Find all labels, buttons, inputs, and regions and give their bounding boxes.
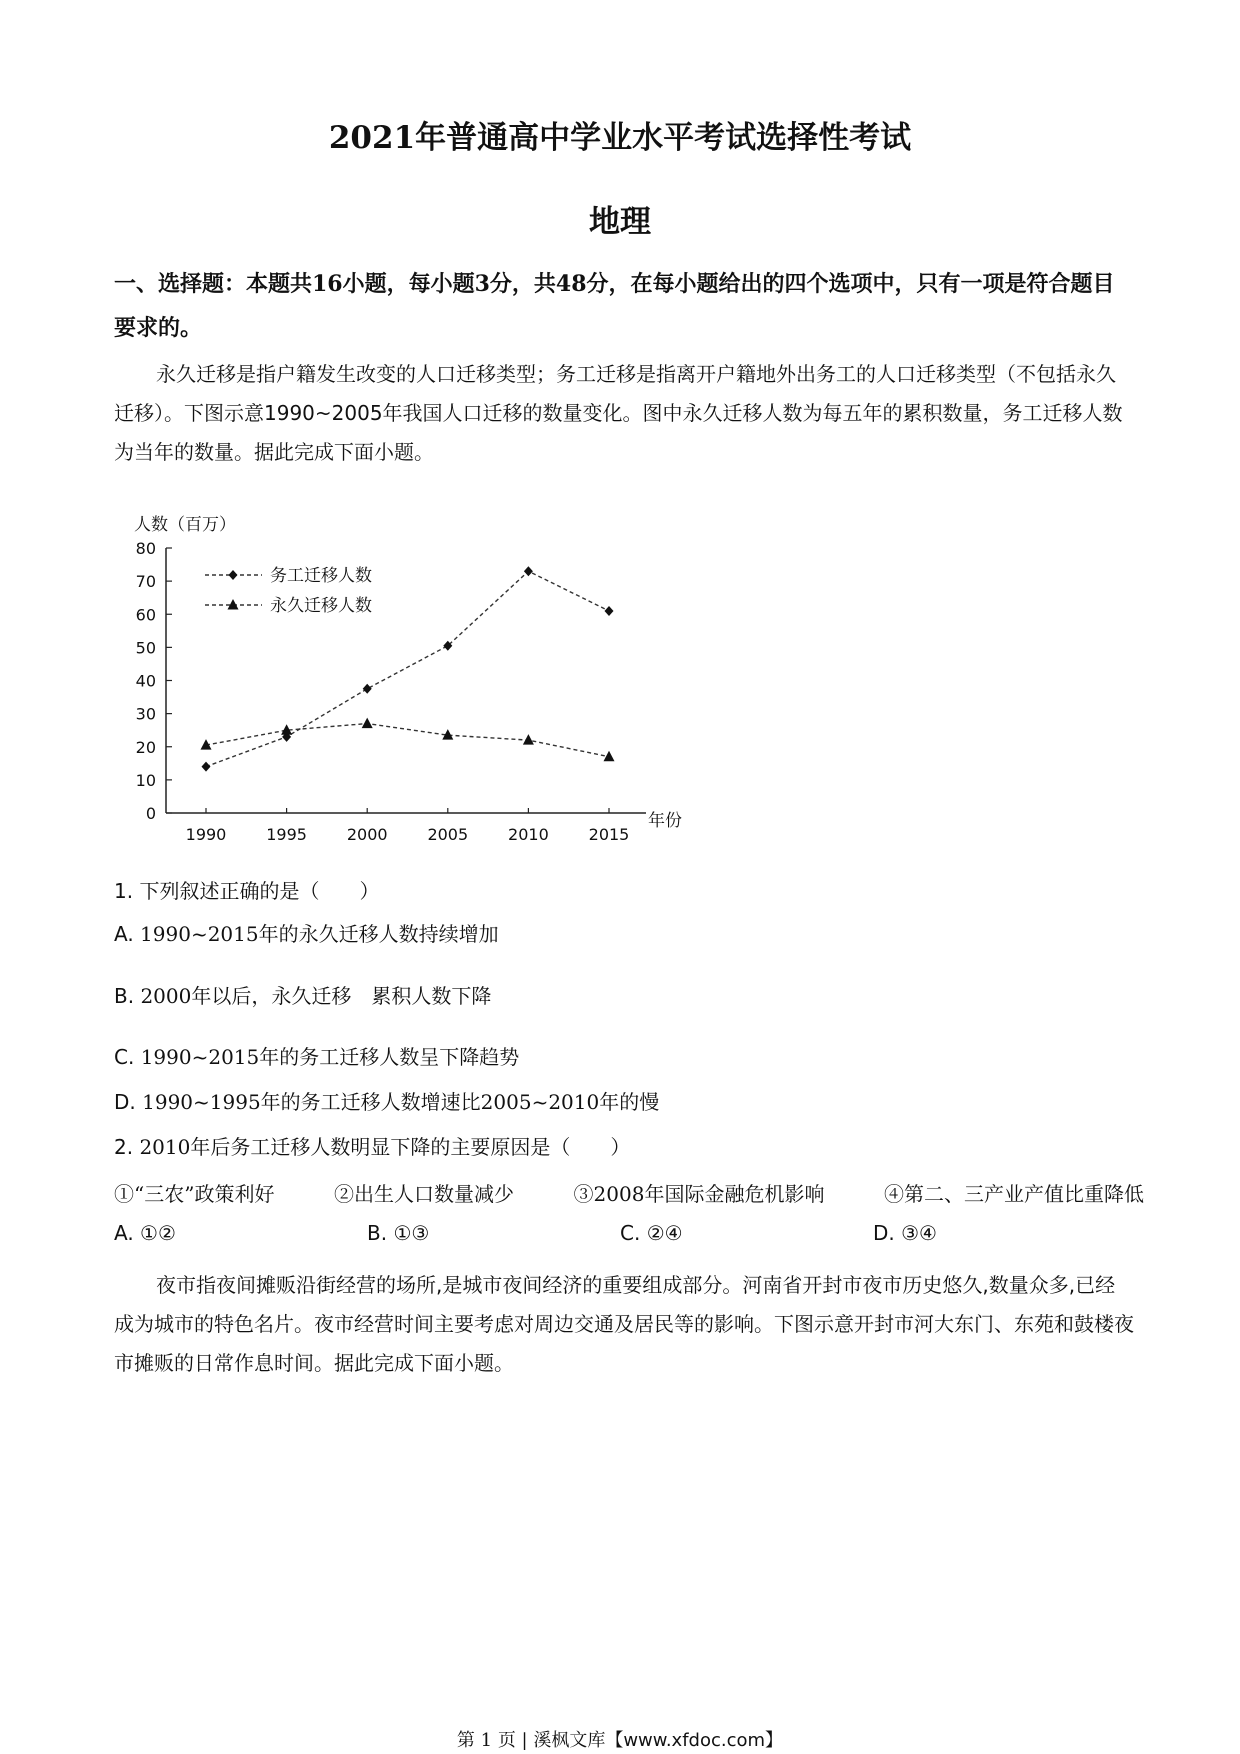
page-footer [0, 1726, 1240, 1752]
factor-1: ①“三农”政策利好 [114, 1182, 275, 1206]
y-tick-label: 10 [135, 770, 156, 790]
legend-label-2: 永久迁移人数 [270, 596, 372, 616]
series-1-point [363, 684, 372, 694]
migration-line-chart [110, 500, 690, 850]
subject-title: 地理 [589, 204, 651, 240]
footer-page: 第 1 页 | 溪枫文库 [456, 1730, 606, 1751]
y-axis-label: 人数（百万） [134, 515, 236, 535]
x-tick-label: 1990 [185, 825, 227, 844]
question-1-number: 1. [114, 879, 134, 903]
y-tick-label: 40 [135, 671, 156, 691]
passage-1 [114, 355, 1134, 472]
q2-option-c[interactable]: C. ②④ [620, 1221, 683, 1245]
exam-title: 2021年普通高中学业水平考试选择性考试 [328, 120, 912, 156]
q1-option-d[interactable]: D. 1990~1995年的务工迁移人数增速比2005~2010年的慢 [114, 1090, 660, 1114]
passage-1-text: 永久迁移是指户籍发生改变的人口迁移类型；务工迁移是指离开户籍地外出务工的人口迁移类型（不包括永久迁移）。下图示意1990~2005年我国人口迁移的数量变化。图中永久迁移人数为每五年的累积数量，务工迁移人数为当年的数量。据此完成下面小题。 [114, 362, 1123, 464]
y-tick-label: 80 [135, 539, 156, 558]
q1-option-c[interactable]: C. 1990~2015年的务工迁移人数呈下降趋势 [114, 1045, 520, 1069]
y-tick-label: 70 [135, 572, 156, 592]
x-tick-label: 2000 [346, 825, 388, 844]
factor-3: ③2008年国际金融危机影响 [573, 1182, 825, 1206]
x-tick-label: 2010 [508, 825, 549, 844]
factor-2: ②出生人口数量减少 [334, 1182, 514, 1206]
passage-2 [114, 1266, 1134, 1383]
series-2-point [604, 751, 615, 762]
question-2-text: 2010年后务工迁移人数明显下降的主要原因是（ ） [139, 1135, 631, 1159]
legend-marker-2 [228, 599, 239, 610]
series-2-point [523, 734, 534, 745]
question-2-number: 2. [114, 1135, 134, 1159]
section-heading: 一、选择题：本题共16小题，每小题3分，共48分，在每小题给出的四个选项中，只有一项是符合题目要求的。 [114, 271, 1115, 341]
legend-marker-1 [229, 570, 238, 580]
y-tick-label: 60 [135, 605, 156, 625]
x-tick-label: 2015 [588, 825, 630, 844]
question-1-stem [114, 876, 1144, 906]
y-tick-label: 0 [145, 804, 156, 823]
x-tick-label: 2005 [427, 825, 469, 844]
q1-option-b[interactable]: B. 2000年以后，永久迁移 累积人数下降 [114, 984, 492, 1008]
y-tick-label: 50 [135, 638, 156, 658]
y-tick-label: 30 [135, 704, 156, 724]
legend-label-1: 务工迁移人数 [270, 566, 372, 586]
question-2-stem [114, 1132, 1144, 1162]
q1-option-a[interactable]: A. 1990~2015年的永久迁移人数持续增加 [114, 922, 499, 946]
series-line-1 [206, 571, 609, 766]
y-tick-label: 20 [135, 737, 156, 757]
footer-site: 【www.xfdoc.com】 [605, 1730, 784, 1751]
series-1-point [605, 606, 614, 616]
q2-option-a[interactable]: A. ①② [114, 1221, 176, 1245]
series-1-point [202, 762, 211, 772]
x-tick-label: 1995 [266, 825, 307, 844]
factor-4: ④第二、三产业产值比重降低 [884, 1182, 1144, 1206]
x-axis-label: 年份 [648, 811, 682, 831]
passage-2-text: 夜市指夜间摊贩沿街经营的场所,是城市夜间经济的重要组成部分。河南省开封市夜市历史悠久,数量众多,已经成为城市的特色名片。夜市经营时间主要考虑对周边交通及居民等的影响。下图示意开封市河大东门、东苑和鼓楼夜市摊贩的日常作息时间。据此完成下面小题。 [114, 1273, 1134, 1375]
series-2-point [362, 718, 373, 729]
series-1-point [524, 566, 533, 576]
question-1-text: 下列叙述正确的是（ ） [139, 879, 380, 903]
series-line-2 [206, 724, 609, 757]
q2-option-d[interactable]: D. ③④ [873, 1221, 937, 1245]
q2-option-b[interactable]: B. ①③ [367, 1221, 430, 1245]
question-2-factors [114, 1178, 1144, 1207]
